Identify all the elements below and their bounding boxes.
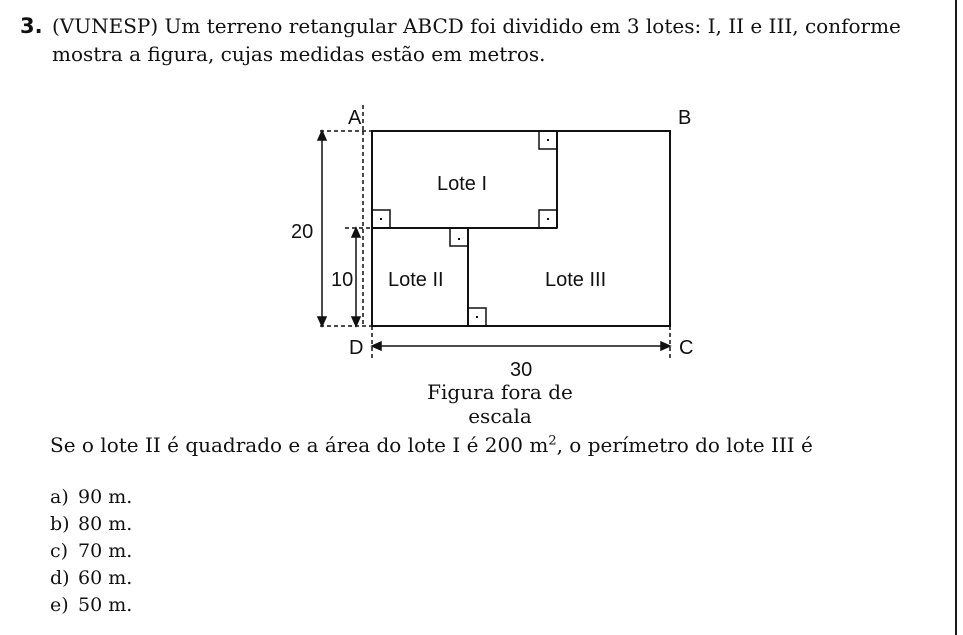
measure-20-label: 20 [291, 221, 314, 243]
option-a[interactable] [50, 484, 132, 511]
question-text-after: , o perímetro do lote III é [556, 433, 813, 457]
option-e[interactable] [50, 592, 132, 619]
option-text: 60 m. [78, 567, 133, 589]
option-text: 50 m. [78, 594, 133, 616]
option-letter: e) [50, 594, 69, 616]
option-text: 90 m. [78, 486, 133, 508]
figure-caption: Figura fora de escala [427, 380, 573, 428]
measure-30-label: 30 [510, 359, 533, 381]
question-prompt [50, 433, 813, 457]
vertex-d-label: D [349, 337, 364, 359]
option-letter: d) [50, 567, 70, 589]
option-letter: c) [50, 540, 69, 562]
option-b[interactable] [50, 511, 132, 538]
option-letter: a) [50, 486, 69, 508]
option-text: 70 m. [78, 540, 133, 562]
option-text: 80 m. [78, 513, 133, 535]
lot2-label: Lote II [388, 269, 444, 291]
vertex-a-label: A [348, 107, 362, 129]
measure-10-label: 10 [331, 269, 354, 291]
vertex-b-label: B [678, 107, 692, 129]
option-d[interactable] [50, 565, 132, 592]
question-number: 3. [20, 14, 43, 38]
question-exponent: 2 [548, 433, 557, 449]
lot3-label: Lote III [545, 269, 607, 291]
vertex-c-label: C [679, 337, 694, 359]
question-text-before: Se o lote II é quadrado e a área do lote I é 200 m [50, 433, 549, 457]
option-letter: b) [50, 513, 70, 535]
right-angle-marker [450, 228, 468, 246]
answer-options [50, 484, 132, 619]
lot1-label: Lote I [437, 173, 488, 195]
question-statement: (VUNESP) Um terreno retangular ABCD foi dividido em 3 lotes: I, II e III, conforme mostra a figura, cujas medidas estão em metros. [52, 14, 901, 66]
option-c[interactable] [50, 538, 132, 565]
